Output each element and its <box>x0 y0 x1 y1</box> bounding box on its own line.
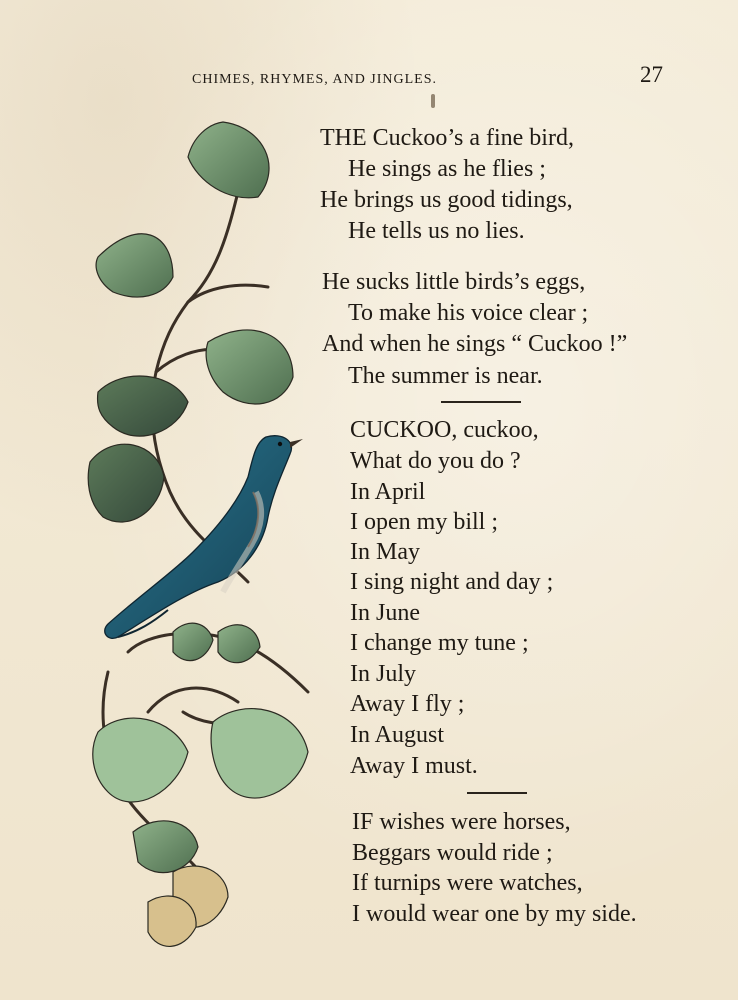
poem-line: I sing night and day ; <box>350 569 554 595</box>
poem-line: And when he sings “ Cuckoo !” <box>322 331 628 357</box>
poem-line: Beggars would ride ; <box>352 840 553 866</box>
poem-line: IF wishes were horses, <box>352 809 571 835</box>
poem-line: In August <box>350 722 445 748</box>
poem-line: Away I fly ; <box>350 691 465 717</box>
poem-line: In June <box>350 600 420 626</box>
poem-line: I would wear one by my side. <box>352 901 637 927</box>
poem-line: I change my tune ; <box>350 630 529 656</box>
poem-line: Away I must. <box>350 753 478 779</box>
poem-line: He sings as he flies ; <box>348 156 546 182</box>
cuckoo-illustration <box>78 112 326 952</box>
poem-line: The summer is near. <box>348 363 543 389</box>
page-number: 27 <box>640 62 663 87</box>
poem-line: He tells us no lies. <box>348 218 525 244</box>
poem-line: In July <box>350 661 416 687</box>
section-divider <box>467 792 527 794</box>
poem-line: I open my bill ; <box>350 509 498 535</box>
section-divider <box>441 401 521 403</box>
poem-line: If turnips were watches, <box>352 870 583 896</box>
eye <box>278 442 282 446</box>
poem-line: THE Cuckoo’s a fine bird, <box>320 125 574 151</box>
poem-line: To make his voice clear ; <box>348 300 589 326</box>
poem-line: In May <box>350 539 420 565</box>
poem-line: In April <box>350 479 426 505</box>
poem-line: CUCKOO, cuckoo, <box>350 417 539 443</box>
poem-line: He brings us good tidings, <box>320 187 573 213</box>
poem-line: He sucks little birds’s eggs, <box>322 269 586 295</box>
poem-line: What do you do ? <box>350 448 521 474</box>
leaves-bottom <box>93 623 308 946</box>
running-title: CHIMES, RHYMES, AND JINGLES. <box>192 72 438 87</box>
